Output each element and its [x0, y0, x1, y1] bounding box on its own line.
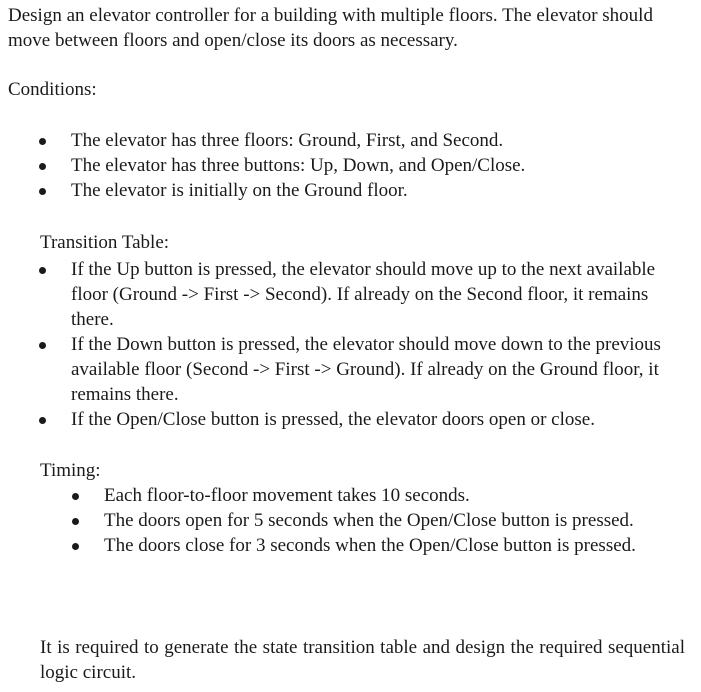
- list-item-text: The doors open for 5 seconds when the Open/Close button is pressed.: [104, 510, 634, 531]
- conclusion-paragraph: It is required to generate the state transition table and design the required sequential logic circuit.: [40, 637, 685, 683]
- conditions-heading: Conditions:: [8, 79, 97, 100]
- list-item: [38, 128, 678, 153]
- list-item-text: The elevator has three buttons: Up, Down, and Open/Close.: [71, 155, 526, 176]
- list-item-text: The elevator has three floors: Ground, First, and Second.: [71, 130, 504, 151]
- bullet-icon: [39, 138, 46, 145]
- list-item: [38, 332, 683, 407]
- bullet-icon: [39, 163, 46, 170]
- bullet-icon: [72, 518, 79, 525]
- list-item-text: If the Up button is pressed, the elevator should move up to the next available floor (Ground -> First -> Second). If already on the Second floor, it remains there.: [71, 259, 656, 330]
- transition-table-heading: Transition Table:: [40, 232, 170, 253]
- bullet-icon: [72, 493, 79, 500]
- timing-heading: Timing:: [40, 460, 101, 481]
- list-item: [71, 483, 686, 508]
- list-item-text: If the Down button is pressed, the elevator should move down to the previous available floor (Second -> First -> Ground). If already on the Ground floor, it remains there.: [71, 334, 661, 405]
- list-item: [38, 257, 683, 332]
- bullet-icon: [39, 267, 46, 274]
- list-item-text: If the Open/Close button is pressed, the elevator doors open or close.: [71, 409, 595, 430]
- list-item-text: Each floor-to-floor movement takes 10 seconds.: [104, 485, 470, 506]
- list-item: [38, 407, 683, 432]
- bullet-icon: [72, 543, 79, 550]
- bullet-icon: [39, 342, 46, 349]
- list-item-text: The doors close for 3 seconds when the Open/Close button is pressed.: [104, 535, 636, 556]
- bullet-icon: [39, 417, 46, 424]
- intro-paragraph: Design an elevator controller for a building with multiple floors. The elevator should move between floors and open/close its doors as necessary.: [8, 5, 653, 51]
- list-item: [38, 153, 678, 178]
- list-item-text: The elevator is initially on the Ground floor.: [71, 180, 408, 201]
- transition-table-list: [38, 257, 683, 432]
- timing-list: [71, 483, 686, 558]
- list-item: [71, 533, 686, 558]
- conditions-list: [38, 128, 678, 203]
- list-item: [38, 178, 678, 203]
- bullet-icon: [39, 188, 46, 195]
- list-item: [71, 508, 686, 533]
